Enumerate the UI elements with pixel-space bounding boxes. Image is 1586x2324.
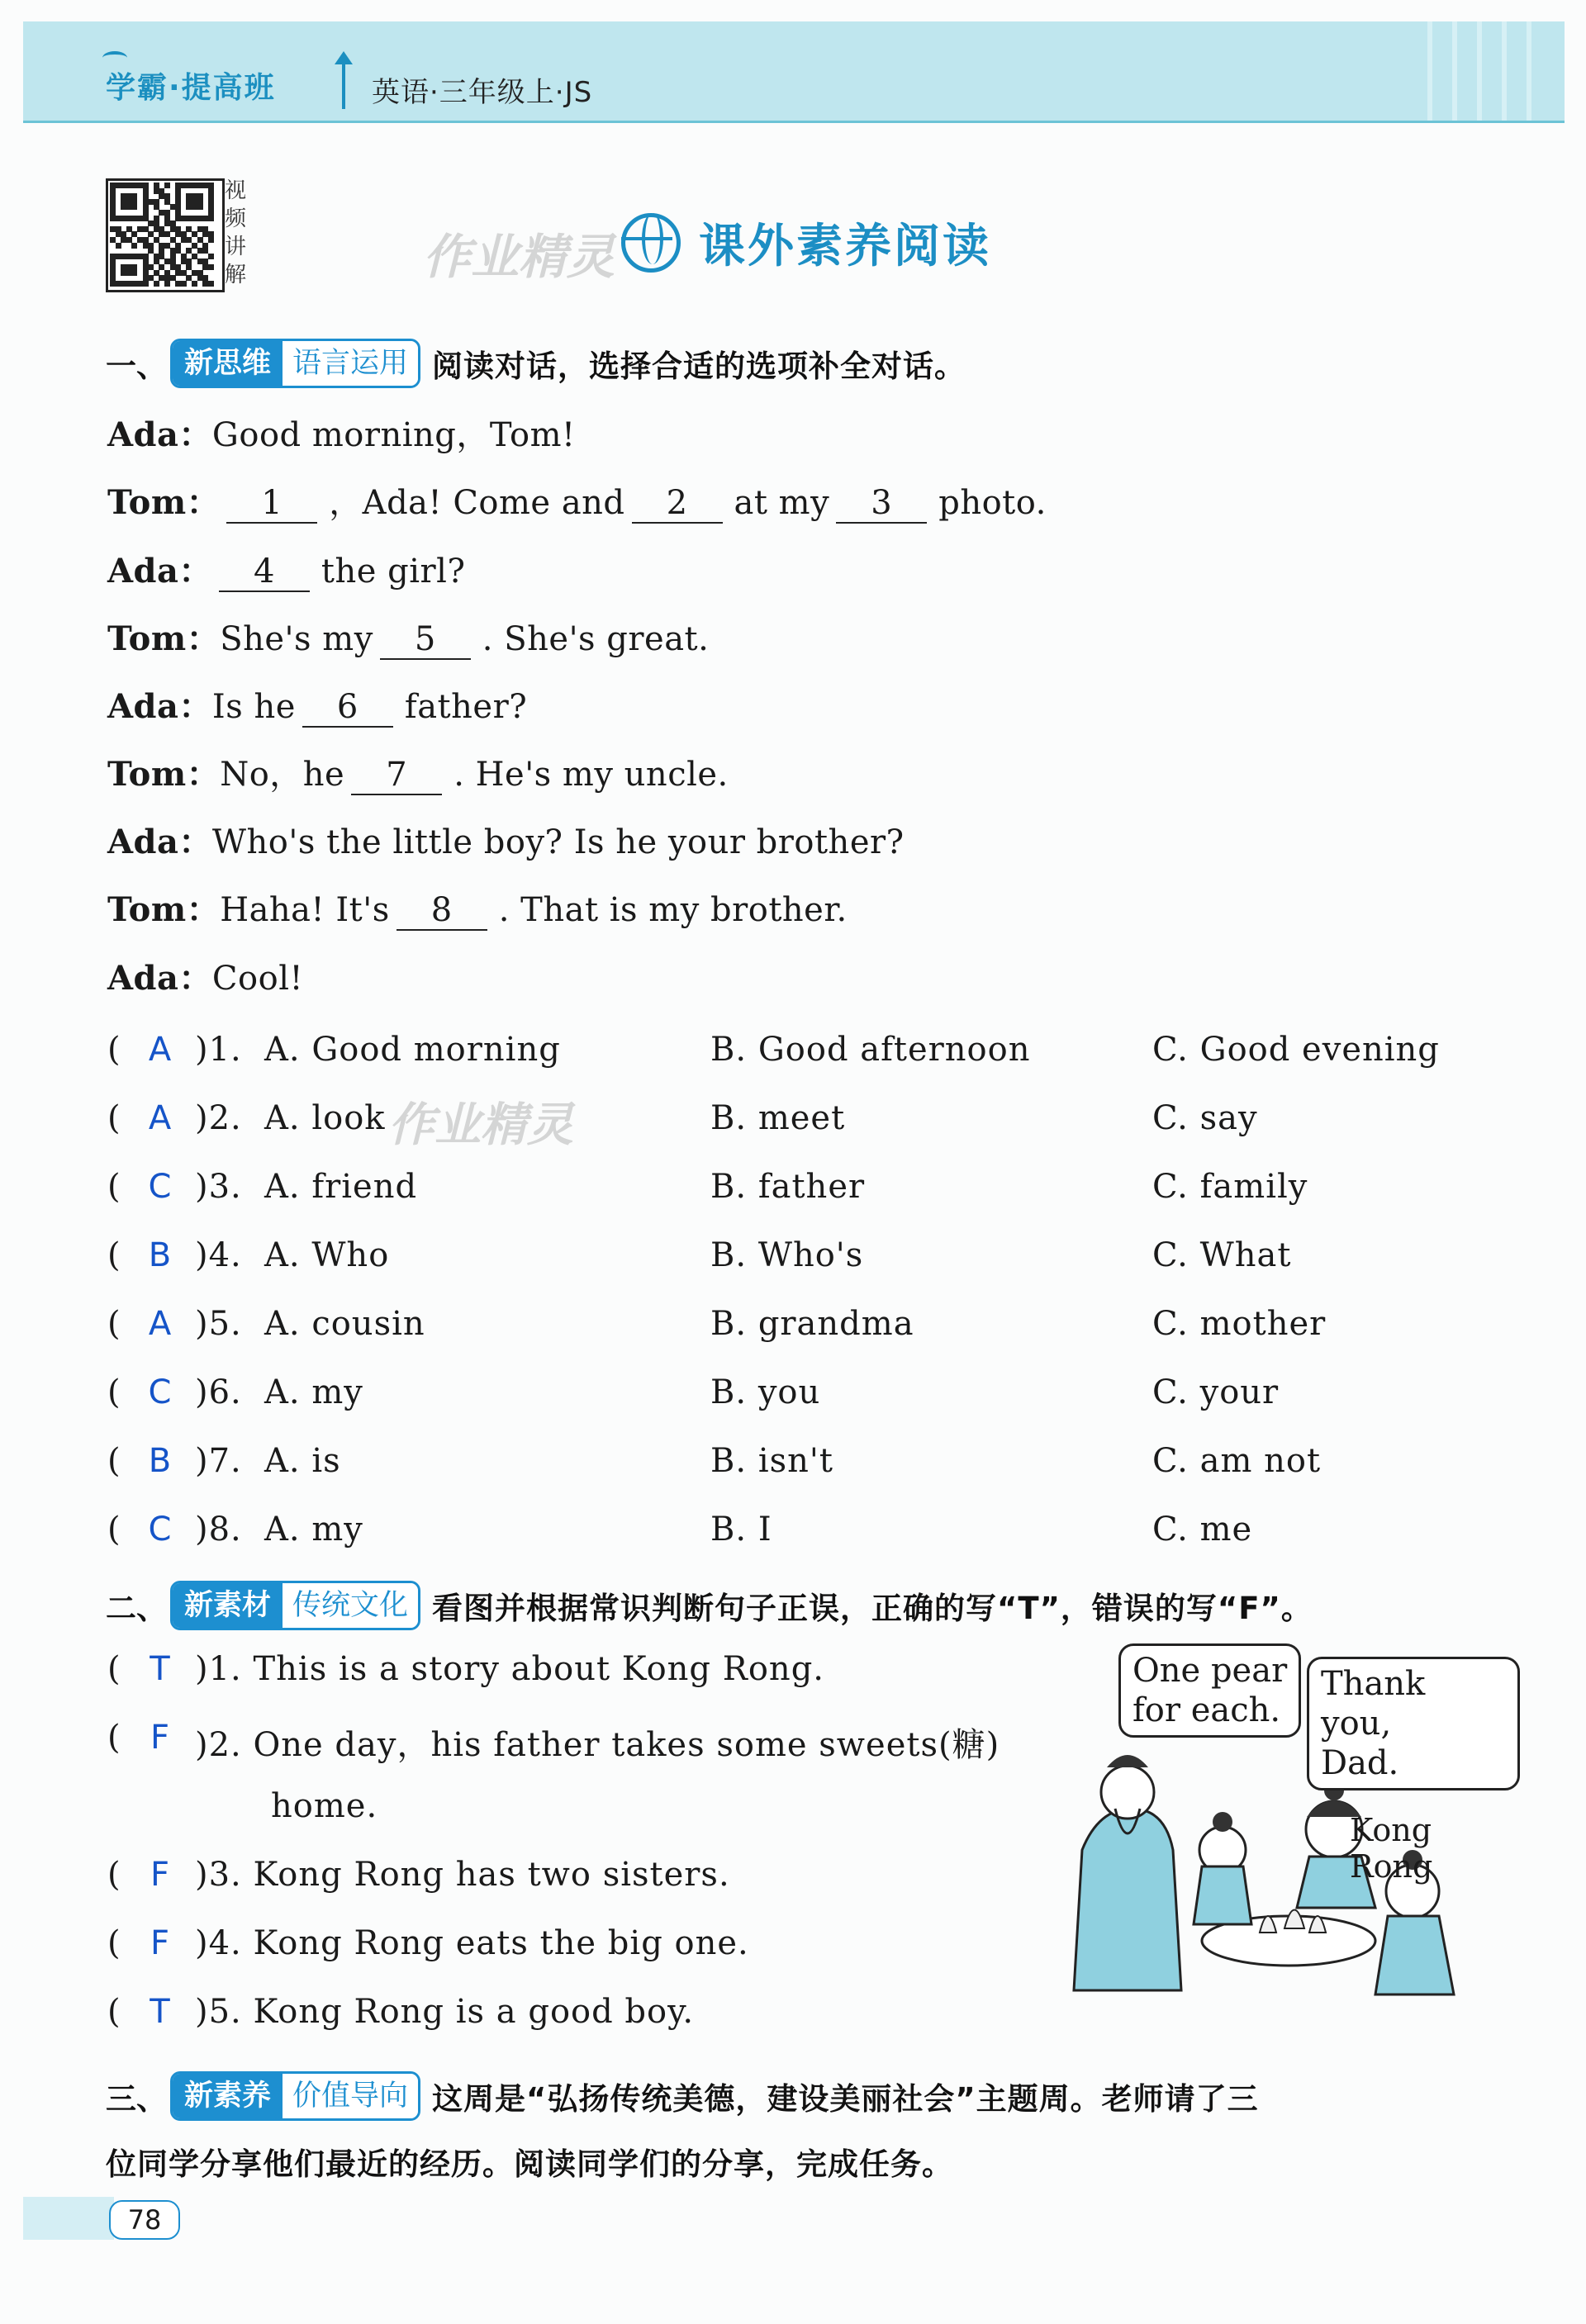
qr-module xyxy=(208,216,214,221)
section-2-heading xyxy=(106,1581,1313,1630)
section-instruction: 看图并根据常识判断句子正误，正确的写“T”，错误的写“F”。 xyxy=(432,1591,1313,1626)
bubble-line: Thank you, xyxy=(1321,1665,1426,1743)
answer-blank[interactable]: 4 xyxy=(219,553,310,592)
dialogue-text: at my xyxy=(734,484,830,522)
section-tag xyxy=(170,339,420,388)
dialogue-text: Good morning，Tom! xyxy=(211,416,576,454)
speaker-colon: ： xyxy=(178,959,212,998)
speaker-name: Tom xyxy=(107,755,187,794)
speaker-colon: ： xyxy=(178,552,212,590)
qr-module xyxy=(208,281,214,287)
open-paren: ( xyxy=(107,1650,121,1688)
section-1-heading xyxy=(106,339,966,388)
tf-statement-cont: home. xyxy=(271,1787,378,1825)
option-c[interactable]: C. What xyxy=(1152,1236,1292,1274)
qr-module xyxy=(208,237,214,243)
speaker-colon: ： xyxy=(186,755,221,794)
open-paren: ( xyxy=(107,1168,121,1206)
dialogue-line xyxy=(107,748,729,795)
answer-blank[interactable]: 7 xyxy=(351,756,442,795)
open-paren: ( xyxy=(107,1031,121,1069)
open-paren: ( xyxy=(107,1511,121,1549)
qr-module xyxy=(131,204,137,210)
qr-module xyxy=(164,183,170,188)
option-c[interactable]: C. say xyxy=(1152,1099,1258,1137)
option-c[interactable]: C. mother xyxy=(1152,1305,1327,1343)
section-number: 二、 xyxy=(106,1591,167,1626)
arrow-up-icon xyxy=(342,61,345,109)
option-a[interactable]: A. my xyxy=(264,1373,363,1411)
open-paren: ( xyxy=(107,1993,121,2031)
question-number: )3. xyxy=(195,1168,242,1206)
speaker-name: Ada xyxy=(107,687,179,726)
dialogue-text: No，he xyxy=(220,756,345,794)
section-3-heading xyxy=(106,2071,1259,2121)
open-paren: ( xyxy=(107,1442,121,1480)
qr-module xyxy=(154,281,159,287)
option-b[interactable]: B. grandma xyxy=(710,1305,914,1343)
option-c[interactable]: C. me xyxy=(1152,1511,1253,1549)
tag-primary: 新素养 xyxy=(173,2074,283,2118)
speaker-name: Tom xyxy=(107,619,187,658)
dialogue-line xyxy=(107,952,303,999)
open-paren: ( xyxy=(107,1719,121,1757)
section-tag xyxy=(170,1581,420,1630)
tf-statement: )3. Kong Rong has two sisters. xyxy=(195,1856,730,1894)
option-c[interactable]: C. am not xyxy=(1152,1442,1322,1480)
answer-choice[interactable]: A xyxy=(148,1031,173,1069)
qr-module xyxy=(208,264,214,270)
open-paren: ( xyxy=(107,1305,121,1343)
answer-blank[interactable]: 8 xyxy=(396,891,487,931)
question-number: )2. xyxy=(195,1099,242,1137)
option-c[interactable]: C. Good evening xyxy=(1152,1031,1440,1069)
qr-module xyxy=(192,281,197,287)
answer-choice[interactable]: A xyxy=(148,1099,173,1137)
qr-module xyxy=(208,254,214,259)
open-paren: ( xyxy=(107,1924,121,1962)
dialogue-text: . She's great. xyxy=(482,620,710,658)
tf-statement: )1. This is a story about Kong Rong. xyxy=(195,1650,825,1688)
question-number: )1. xyxy=(195,1031,242,1069)
globe-icon xyxy=(621,213,681,273)
qr-module xyxy=(131,243,137,249)
option-a[interactable]: A. is xyxy=(264,1442,341,1480)
open-paren: ( xyxy=(107,1373,121,1411)
qr-module xyxy=(116,243,121,249)
watermark: 作业精灵 xyxy=(388,1098,573,1152)
dialogue-text: the girl? xyxy=(321,553,466,590)
option-b[interactable]: B. I xyxy=(710,1511,772,1549)
tag-secondary: 语言运用 xyxy=(283,341,418,386)
option-b[interactable]: B. Who's xyxy=(710,1236,864,1274)
answer-blank[interactable]: 3 xyxy=(836,484,927,524)
answer-choice[interactable]: B xyxy=(148,1442,173,1480)
tf-statement: )5. Kong Rong is a good boy. xyxy=(195,1993,695,2031)
speech-bubble-father xyxy=(1118,1643,1301,1738)
tag-secondary: 价值导向 xyxy=(283,2074,418,2118)
speaker-name: Tom xyxy=(107,483,187,522)
bubble-line: for each. xyxy=(1133,1691,1281,1729)
dialogue-line xyxy=(107,681,527,728)
dialogue-text: father? xyxy=(404,688,528,726)
watermark: 作业精灵 xyxy=(423,229,615,285)
option-a[interactable]: A. Who xyxy=(264,1236,390,1274)
dialogue-line xyxy=(107,613,709,660)
tf-statement: )2. One day，his father takes some sweets(糖) xyxy=(195,1726,1000,1764)
answer-blank[interactable]: 5 xyxy=(380,620,471,660)
dialogue-line xyxy=(107,545,465,592)
answer-blank[interactable]: 2 xyxy=(632,484,723,524)
speaker-name: Ada xyxy=(107,959,179,998)
option-b[interactable]: B. meet xyxy=(710,1099,846,1137)
answer-choice[interactable]: B xyxy=(148,1236,173,1274)
question-number: )6. xyxy=(195,1373,242,1411)
tag-secondary: 传统文化 xyxy=(283,1583,418,1628)
dialogue-text: Haha! It's xyxy=(220,891,390,929)
answer-choice[interactable]: A xyxy=(148,1305,173,1343)
question-number: )4. xyxy=(195,1236,242,1274)
answer-choice[interactable]: C xyxy=(148,1168,173,1206)
speaker-colon: ： xyxy=(186,483,221,522)
speaker-name: Ada xyxy=(107,823,179,861)
section-number: 一、 xyxy=(106,349,167,384)
option-c[interactable]: C. family xyxy=(1152,1168,1308,1206)
page-number: 78 xyxy=(109,2200,180,2240)
speaker-colon: ： xyxy=(186,619,221,658)
dialogue-text: photo. xyxy=(938,484,1047,522)
dialogue-text: Who's the little boy? Is he your brother? xyxy=(211,823,905,861)
answer-choice[interactable]: C xyxy=(148,1373,173,1411)
qr-module xyxy=(143,281,149,287)
section-3-instruction-cont xyxy=(106,2139,953,2184)
kong-rong-illustration xyxy=(1049,1643,1520,1999)
qr-module xyxy=(131,270,137,276)
open-paren: ( xyxy=(107,1099,121,1137)
dialogue-text: Is he xyxy=(211,688,296,726)
dialogue-line xyxy=(107,477,1047,524)
tag-primary: 新思维 xyxy=(173,341,283,386)
speaker-colon: ： xyxy=(178,415,212,454)
option-b[interactable]: B. father xyxy=(710,1168,866,1206)
tag-primary: 新素材 xyxy=(173,1583,283,1628)
tf-answer[interactable]: F xyxy=(150,1719,170,1757)
tf-statement: )4. Kong Rong eats the big one. xyxy=(195,1924,749,1962)
speaker-name: Tom xyxy=(107,890,187,929)
graduation-cap-icon xyxy=(102,51,127,64)
section-instruction: 位同学分享他们最近的经历。阅读同学们的分享，完成任务。 xyxy=(106,2146,953,2182)
section-tag xyxy=(170,2071,420,2121)
page-band xyxy=(23,2197,114,2240)
tf-answer[interactable]: T xyxy=(150,1650,171,1688)
dialogue-text: . He's my uncle. xyxy=(453,756,729,794)
option-a[interactable]: A. cousin xyxy=(264,1305,425,1343)
speaker-colon: ： xyxy=(178,687,212,726)
speaker-colon: ： xyxy=(186,890,221,929)
header-subtitle: 英语·三年级上·JS xyxy=(372,76,593,109)
dialogue-line xyxy=(107,409,576,456)
qr-caption: 视频讲解 xyxy=(225,178,247,287)
qr-module xyxy=(181,281,187,287)
qr-module xyxy=(164,281,170,287)
tf-answer[interactable]: F xyxy=(150,1924,170,1962)
option-a[interactable]: A. friend xyxy=(264,1168,418,1206)
speaker-name: Ada xyxy=(107,552,179,590)
option-b[interactable]: B. you xyxy=(710,1373,821,1411)
kong-rong-label: Kong Rong xyxy=(1350,1812,1433,1885)
tf-answer[interactable]: F xyxy=(150,1856,170,1894)
brand-title: 学霸·提高班 xyxy=(106,71,276,105)
dialogue-text: ，Ada! Come and xyxy=(329,484,625,522)
open-paren: ( xyxy=(107,1236,121,1274)
section-instruction: 这周是“弘扬传统美德，建设美丽社会”主题周。老师请了三 xyxy=(432,2081,1259,2117)
page-title: 课外素养阅读 xyxy=(699,220,991,273)
dialogue-text: Cool! xyxy=(211,960,304,998)
speech-bubble-kong-rong xyxy=(1307,1657,1520,1790)
dialogue-line xyxy=(107,816,905,863)
answer-choice[interactable]: C xyxy=(148,1511,173,1549)
speaker-name: Ada xyxy=(107,415,179,454)
dialogue-text: She's my xyxy=(220,620,373,658)
open-paren: ( xyxy=(107,1856,121,1894)
option-a[interactable]: A. Good morning xyxy=(264,1031,561,1069)
option-c[interactable]: C. your xyxy=(1152,1373,1280,1411)
question-number: )5. xyxy=(195,1305,242,1343)
section-instruction: 阅读对话，选择合适的选项补全对话。 xyxy=(432,349,966,384)
qr-code[interactable] xyxy=(106,178,225,292)
dialogue-line xyxy=(107,884,848,931)
option-b[interactable]: B. isn't xyxy=(710,1442,833,1480)
speaker-colon: ： xyxy=(178,823,212,861)
dialogue-text: . That is my brother. xyxy=(498,891,848,929)
question-number: )7. xyxy=(195,1442,242,1480)
tf-answer[interactable]: T xyxy=(150,1993,171,2031)
section-number: 三、 xyxy=(106,2081,167,2117)
bubble-line: One pear xyxy=(1133,1652,1288,1690)
option-a[interactable]: A. my xyxy=(264,1511,363,1549)
option-a[interactable]: A. look xyxy=(264,1099,386,1137)
qr-module xyxy=(197,204,203,210)
bubble-line: Dad. xyxy=(1321,1744,1399,1782)
option-b[interactable]: B. Good afternoon xyxy=(710,1031,1031,1069)
question-number: )8. xyxy=(195,1511,242,1549)
answer-blank[interactable]: 1 xyxy=(226,484,317,524)
answer-blank[interactable]: 6 xyxy=(302,688,393,728)
